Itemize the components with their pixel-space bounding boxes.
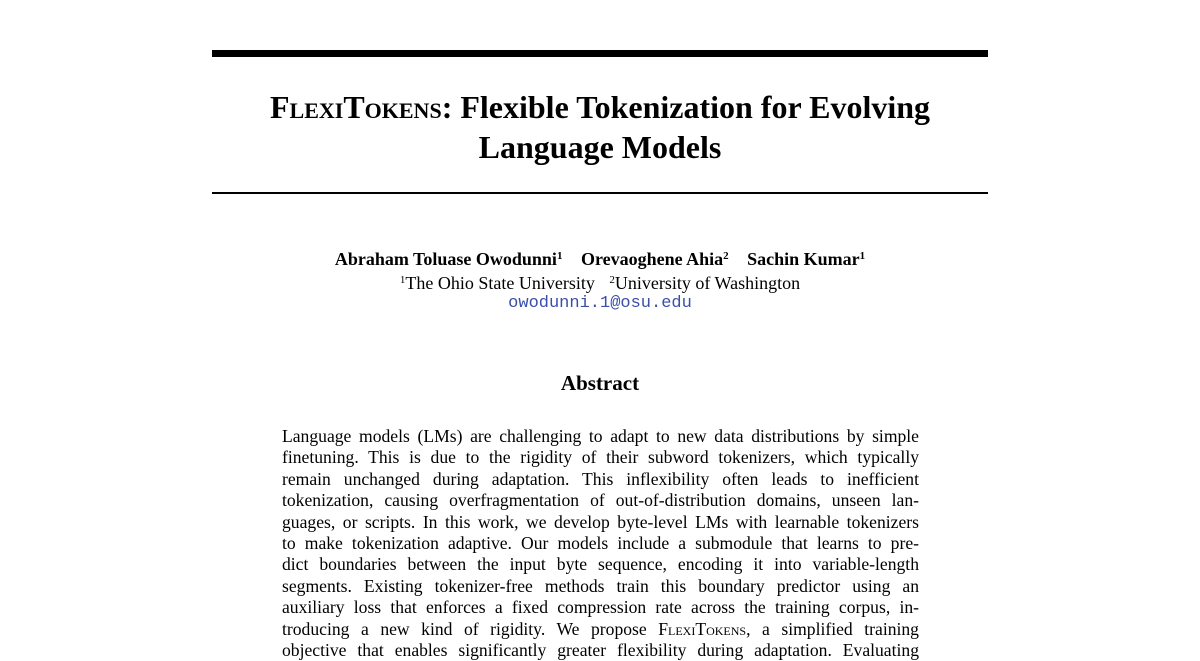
abstract-heading: Abstract (560, 371, 640, 395)
abstract-line: troducing a new kind of rigidity. We propose FlexiTokens, a simplified training (282, 618, 919, 639)
abstract-line: finetuning. This is due to the rigidity of their subword tokenizers, which typically (282, 447, 919, 468)
title-method-name: FlexiTokens (269, 89, 442, 125)
abstract-line: auxiliary loss that enforces a fixed compression rate across the training corpus, in- (282, 597, 919, 618)
abstract-line: Language models (LMs) are challenging to adapt to new data distributions by simple (282, 426, 919, 446)
author-3: Sachin Kumar$^1$ (747, 249, 866, 269)
affiliation-2: $^2$University of Washington (609, 273, 801, 293)
affiliation-1: $^1$The Ohio State University (399, 273, 595, 293)
abstract-line: remain unchanged during adaptation. This inflexibility often leads to inefficient (282, 468, 919, 489)
paper-title (212, 87, 988, 167)
title-top-rule (212, 50, 988, 57)
contact-email-link[interactable]: owodunni.1@osu.edu (508, 294, 692, 313)
affiliation-list (212, 271, 988, 295)
author-2: Orevaoghene Ahia$^2$ (580, 249, 729, 269)
author-list (212, 247, 988, 271)
abstract-body (282, 426, 919, 661)
abstract-line: to make tokenization adaptive. Our models include a submodule that learns to pre- (282, 532, 919, 553)
abstract-line: guages, or scripts. In this work, we develop byte-level LMs with learnable tokenizers (282, 511, 919, 532)
abstract-line: dict boundaries between the input byte sequence, encoding it into variable-length (282, 554, 919, 575)
title-rest-line1: : Flexible Tokenization for Evolving (441, 89, 931, 125)
author-1: Abraham Toluase Owodunni$^1$ (334, 249, 563, 269)
title-bottom-rule (212, 192, 988, 194)
title-line2: Language Models (478, 129, 722, 165)
abstract-line: segments. Existing tokenizer-free methods train this boundary predictor using an (282, 575, 919, 596)
abstract-method-name: FlexiTokens (658, 618, 747, 639)
abstract-line: tokenization, causing overfragmentation of out-of-distribution domains, unseen lan- (282, 490, 919, 511)
abstract-line: objective that enables significantly greater flexibility during adaptation. Evaluating (282, 639, 919, 660)
